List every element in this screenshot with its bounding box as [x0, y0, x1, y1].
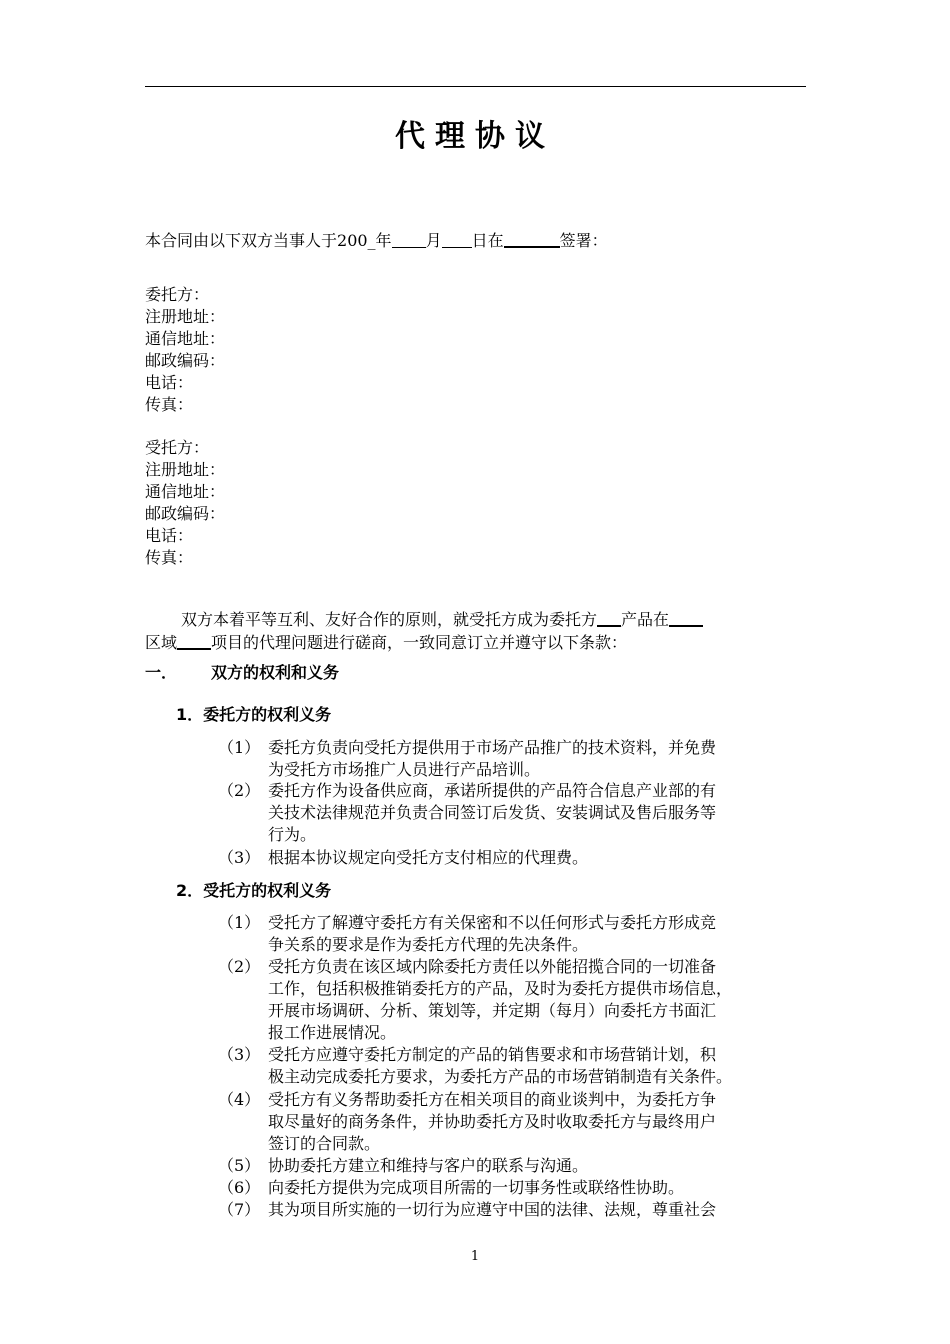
header-rule [145, 86, 806, 87]
clause-line: 受托方应遵守委托方制定的产品的销售要求和市场营销计划，积 [268, 1045, 717, 1064]
preamble-text-b: 产品在 [621, 610, 670, 629]
clause-number: （1） [218, 913, 261, 932]
agent-fax: 传真： [145, 548, 194, 567]
project-blank [177, 632, 211, 650]
clause-number: （3） [218, 1045, 261, 1064]
product-blank [597, 609, 621, 627]
clause-line: 为受托方市场推广人员进行产品培训。 [268, 760, 541, 779]
intro-prefix: 本合同由以下双方当事人于 [145, 231, 338, 250]
principal-fax: 传真： [145, 395, 194, 414]
clause-number: （1） [218, 738, 261, 757]
intro-suffix: 签署： [559, 231, 608, 250]
principal-postcode: 邮政编码： [145, 351, 226, 370]
principal-label: 委托方： [145, 285, 210, 304]
month-blank [392, 231, 426, 248]
subsection-1-title: 1．委托方的权利义务 [176, 705, 332, 724]
clause-number: （5） [218, 1156, 261, 1175]
clause-number: （3） [218, 848, 261, 867]
document-title: 代理协议 [395, 119, 555, 154]
intro-day: 日在 [471, 231, 504, 250]
principal-phone: 电话： [145, 373, 194, 392]
clause-line: 受托方了解遵守委托方有关保密和不以任何形式与委托方形成竞 [268, 913, 717, 932]
clause-line: 工作，包括积极推销委托方的产品，及时为委托方提供市场信息， [268, 979, 733, 998]
clause-line: 根据本协议规定向受托方支付相应的代理费。 [268, 848, 589, 867]
preamble-text-c: 区域 [145, 633, 178, 652]
agent-phone: 电话： [145, 526, 194, 545]
intro-month: 月 [425, 231, 442, 250]
clause-line: 取尽量好的商务条件，并协助委托方及时收取委托方与最终用户 [268, 1112, 717, 1131]
clause-line: 委托方作为设备供应商，承诺所提供的产品符合信息产业部的有 [268, 781, 717, 800]
clause-line: 开展市场调研、分析、策划等，并定期（每月）向委托方书面汇 [268, 1001, 717, 1020]
preamble-line-2 [145, 632, 627, 654]
page-number: 1 [470, 1249, 480, 1264]
clause-line: 受托方负责在该区域内除委托方责任以外能招揽合同的一切准备 [268, 957, 717, 976]
place-blank [504, 230, 560, 248]
clause-number: （7） [218, 1200, 261, 1219]
intro-line [145, 230, 608, 252]
clause-line: 争关系的要求是作为委托方代理的先决条件。 [268, 935, 589, 954]
section-1-number: 一． [145, 663, 178, 682]
subsection-2-title: 2．受托方的权利义务 [176, 881, 332, 900]
clause-line: 向委托方提供为完成项目所需的一切事务性或联络性协助。 [268, 1178, 685, 1197]
clause-line: 极主动完成委托方要求，为委托方产品的市场营销制造有关条件。 [268, 1067, 733, 1086]
clause-number: （4） [218, 1090, 261, 1109]
agent-label: 受托方： [145, 438, 210, 457]
agent-mail-address: 通信地址： [145, 482, 226, 501]
clause-number: （2） [218, 957, 261, 976]
agent-reg-address: 注册地址： [145, 460, 226, 479]
section-1-title: 双方的权利和义务 [211, 663, 340, 682]
section-1-heading [145, 662, 339, 684]
principal-reg-address: 注册地址： [145, 307, 226, 326]
clause-line: 受托方有义务帮助委托方在相关项目的商业谈判中，为委托方争 [268, 1090, 717, 1109]
clause-number: （2） [218, 781, 261, 800]
preamble-text-a: 双方本着平等互利、友好合作的原则，就受托方成为委托方 [181, 610, 598, 629]
agent-postcode: 邮政编码： [145, 504, 226, 523]
clause-line: 关技术法律规范并负责合同签订后发货、安装调试及售后服务等 [268, 803, 717, 822]
intro-year: 200_年 [337, 231, 392, 250]
clause-line: 委托方负责向受托方提供用于市场产品推广的技术资料，并免费 [268, 738, 717, 757]
clause-line: 行为。 [268, 825, 317, 844]
preamble-text-d: 项目的代理问题进行磋商，一致同意订立并遵守以下条款： [211, 633, 628, 652]
clause-line: 签订的合同款。 [268, 1134, 381, 1153]
clause-number: （6） [218, 1178, 261, 1197]
region-blank [669, 609, 703, 627]
clause-line: 协助委托方建立和维持与客户的联系与沟通。 [268, 1156, 589, 1175]
preamble-line-1 [181, 609, 703, 631]
clause-line: 报工作进展情况。 [268, 1023, 397, 1042]
day-blank [442, 231, 472, 248]
clause-line: 其为项目所实施的一切行为应遵守中国的法律、法规，尊重社会 [268, 1200, 717, 1219]
principal-mail-address: 通信地址： [145, 329, 226, 348]
